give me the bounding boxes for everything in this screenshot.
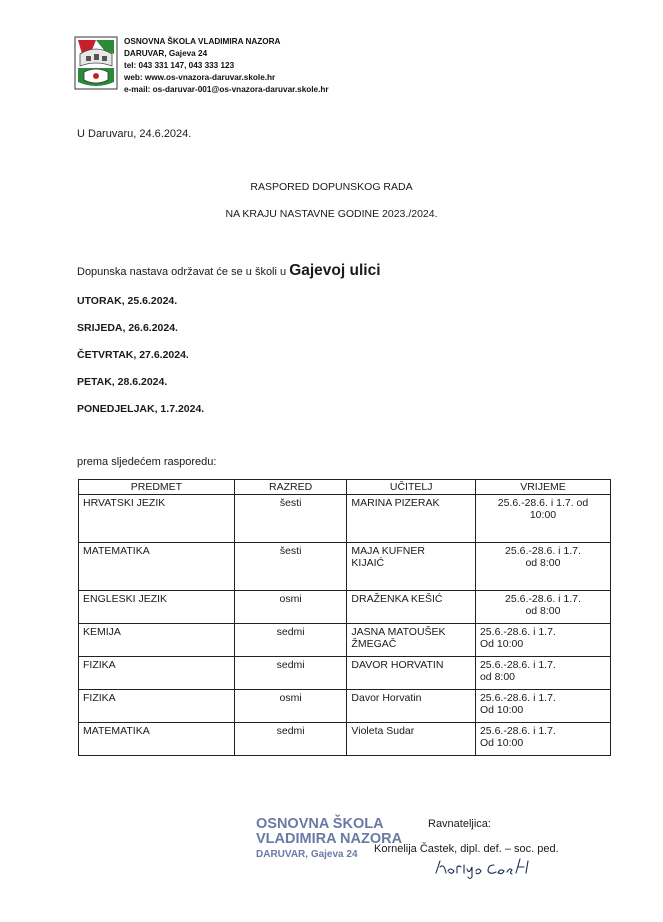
cell-time	[475, 543, 610, 591]
document-title-line-2: NA KRAJU NASTAVNE GODINE 2023./2024.	[225, 208, 438, 220]
cell-subject: MATEMATIKA	[79, 543, 235, 591]
intro-location: Gajevoj ulici	[289, 262, 381, 279]
cell-subject: FIZIKA	[79, 657, 235, 690]
teacher-line: KIJAIĆ	[351, 557, 385, 569]
schedule-table	[78, 479, 611, 756]
intro-paragraph	[77, 262, 381, 280]
table-header-row	[79, 480, 611, 495]
signatory-name: Kornelija Častek, dipl. def. – soc. ped.	[374, 843, 559, 855]
school-web: web: www.os-vnazora-daruvar.skole.hr	[124, 73, 276, 82]
cell-grade: sedmi	[234, 624, 347, 657]
cell-grade: šesti	[234, 495, 347, 543]
cell-teacher	[347, 495, 476, 543]
time-line: 25.6.-28.6. i 1.7.	[505, 593, 581, 605]
time-line: 25.6.-28.6. i 1.7.	[479, 626, 556, 638]
cell-time	[475, 624, 610, 657]
table-row	[79, 657, 611, 690]
header-subject: PREDMET	[79, 480, 235, 495]
day-item: PETAK, 28.6.2024.	[77, 376, 168, 388]
teacher-line: Violeta Sudar	[351, 725, 415, 737]
document-title-line-1: RASPORED DOPUNSKOG RADA	[250, 181, 413, 193]
cell-grade: osmi	[234, 591, 347, 624]
header-time: VRIJEME	[475, 480, 610, 495]
intro-text: Dopunska nastava održavat će se u školi u	[77, 266, 287, 278]
cell-subject: KEMIJA	[79, 624, 235, 657]
day-item: SRIJEDA, 26.6.2024.	[77, 322, 178, 334]
day-item: UTORAK, 25.6.2024.	[77, 295, 178, 307]
school-address: DARUVAR, Gajeva 24	[124, 49, 208, 58]
table-row	[79, 495, 611, 543]
handwritten-signature	[432, 855, 536, 881]
cell-teacher	[347, 690, 476, 723]
stamp-line-3: DARUVAR, Gajeva 24	[256, 849, 358, 860]
time-line: od 8:00	[525, 557, 561, 569]
cell-teacher	[347, 591, 476, 624]
time-line: 25.6.-28.6. i 1.7.	[479, 725, 556, 737]
cell-grade: sedmi	[234, 657, 347, 690]
table-row	[79, 690, 611, 723]
cell-grade: sedmi	[234, 723, 347, 756]
table-row	[79, 543, 611, 591]
time-line: od 8:00	[479, 671, 516, 683]
cell-subject: HRVATSKI JEZIK	[79, 495, 235, 543]
cell-subject: FIZIKA	[79, 690, 235, 723]
table-row	[79, 591, 611, 624]
stamp-line-1: OSNOVNA ŠKOLA	[256, 816, 384, 832]
time-line: 10:00	[529, 509, 557, 521]
signature-role: Ravnateljica:	[428, 818, 491, 830]
schedule-intro: prema sljedećem rasporedu:	[77, 456, 217, 468]
stamp-line-2: VLADIMIRA NAZORA	[256, 831, 403, 847]
teacher-line: Davor Horvatin	[351, 692, 422, 704]
school-name: OSNOVNA ŠKOLA VLADIMIRA NAZORA	[124, 37, 281, 46]
time-line: 25.6.-28.6. i 1.7. od	[497, 497, 589, 509]
cell-time	[475, 495, 610, 543]
time-line: Od 10:00	[479, 704, 524, 716]
cell-time	[475, 690, 610, 723]
teacher-line: MAJA KUFNER	[351, 545, 425, 557]
teacher-line: JASNA MATOUŠEK	[351, 626, 446, 638]
time-line: Od 10:00	[479, 638, 524, 650]
day-item: ČETVRTAK, 27.6.2024.	[77, 349, 189, 361]
teacher-line: MARINA PIZERAK	[351, 497, 440, 509]
time-line: 25.6.-28.6. i 1.7.	[479, 659, 556, 671]
time-line: Od 10:00	[479, 737, 524, 749]
day-item: PONEDJELJAK, 1.7.2024.	[77, 403, 205, 415]
school-email: e-mail: os-daruvar-001@os-vnazora-daruvar.skole.hr	[124, 85, 329, 94]
header-grade: RAZRED	[234, 480, 347, 495]
school-phone: tel: 043 331 147, 043 333 123	[124, 61, 235, 70]
cell-subject: MATEMATIKA	[79, 723, 235, 756]
school-stamp	[256, 817, 402, 862]
cell-subject: ENGLESKI JEZIK	[79, 591, 235, 624]
time-line: 25.6.-28.6. i 1.7.	[479, 692, 556, 704]
school-crest-icon	[74, 36, 118, 90]
teacher-line: DRAŽENKA KEŠIĆ	[351, 593, 443, 605]
place-date: U Daruvaru, 24.6.2024.	[77, 128, 192, 140]
table-row	[79, 624, 611, 657]
cell-teacher	[347, 723, 476, 756]
cell-time	[475, 591, 610, 624]
school-header	[124, 36, 329, 96]
cell-grade: šesti	[234, 543, 347, 591]
cell-teacher	[347, 624, 476, 657]
time-line: od 8:00	[525, 605, 561, 617]
cell-time	[475, 657, 610, 690]
cell-teacher	[347, 657, 476, 690]
time-line: 25.6.-28.6. i 1.7.	[505, 545, 581, 557]
teacher-line: DAVOR HORVATIN	[351, 659, 444, 671]
table-row	[79, 723, 611, 756]
teacher-line: ŽMEGAČ	[351, 638, 397, 650]
cell-grade: osmi	[234, 690, 347, 723]
cell-teacher	[347, 543, 476, 591]
header-teacher: UČITELJ	[347, 480, 476, 495]
cell-time	[475, 723, 610, 756]
